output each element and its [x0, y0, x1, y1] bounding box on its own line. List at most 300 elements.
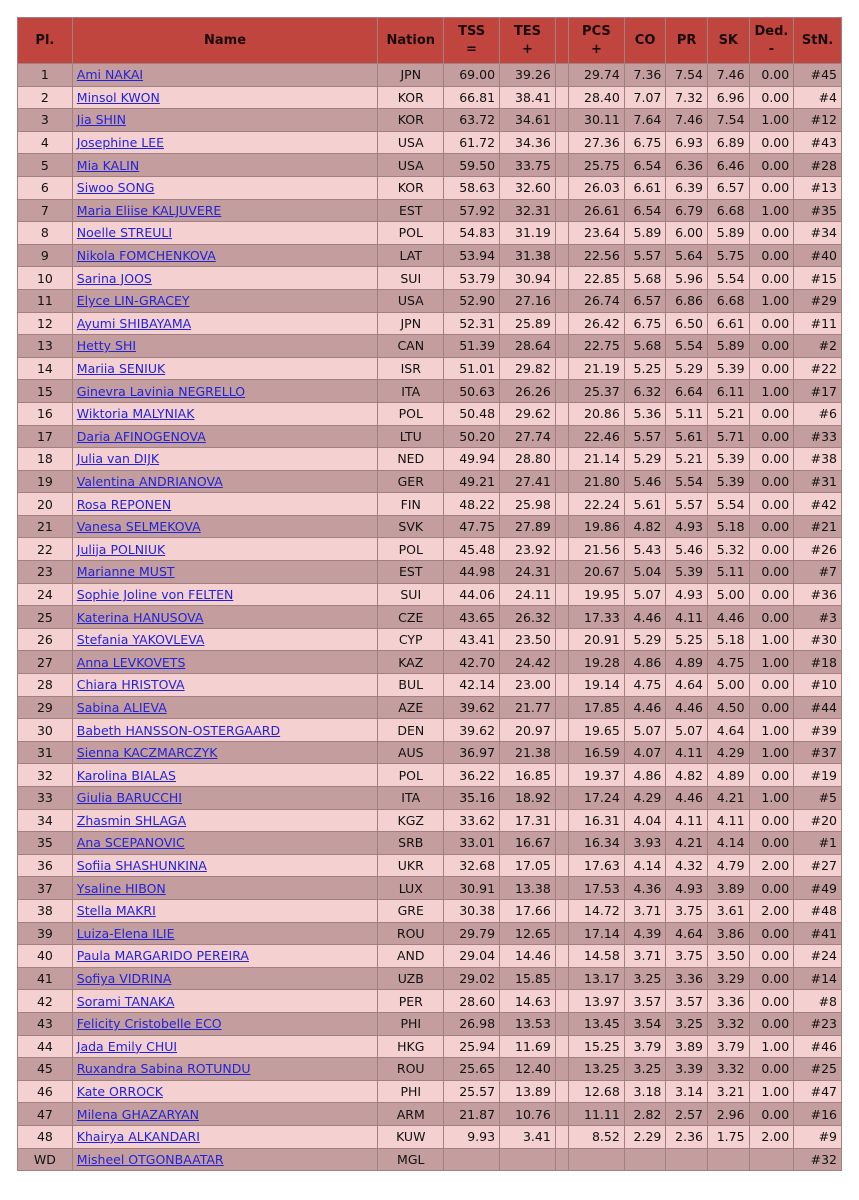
cell-place: 30: [18, 719, 72, 741]
skater-name-link[interactable]: Sofiia SHASHUNKINA: [76, 858, 207, 874]
cell-spacer: [556, 132, 568, 154]
cell-co: 6.75: [625, 313, 666, 335]
cell-pr: 5.46: [666, 538, 707, 560]
cell-ded: 0.00: [750, 1013, 794, 1035]
cell-spacer: [556, 245, 568, 267]
cell-ded: 1.00: [750, 719, 794, 741]
cell-tss: 58.63: [444, 177, 499, 199]
skater-name-link[interactable]: Ana SCEPANOVIC: [76, 835, 185, 851]
cell-co: 4.39: [625, 923, 666, 945]
cell-stn: #18: [794, 651, 841, 673]
cell-stn: #2: [794, 335, 841, 357]
cell-tes: 18.92: [500, 787, 555, 809]
cell-spacer: [556, 177, 568, 199]
skater-name-link[interactable]: Maria Eliise KALJUVERE: [76, 202, 222, 218]
skater-name-link[interactable]: Marianne MUST: [76, 564, 175, 580]
cell-name: [73, 1013, 378, 1035]
skater-name-link[interactable]: Anna LEVKOVETS: [76, 654, 186, 670]
cell-stn: #34: [794, 222, 841, 244]
cell-co: 5.57: [625, 426, 666, 448]
cell-tss: 50.20: [444, 426, 499, 448]
cell-tes: 31.19: [500, 222, 555, 244]
header-sk: SK: [708, 18, 749, 63]
cell-place: 3: [18, 109, 72, 131]
cell-co: 3.93: [625, 832, 666, 854]
cell-nation: ARM: [378, 1103, 443, 1125]
cell-tes: 24.31: [500, 561, 555, 583]
cell-pr: 6.39: [666, 177, 707, 199]
cell-nation: AUS: [378, 742, 443, 764]
cell-tss: 48.22: [444, 493, 499, 515]
skater-name-link[interactable]: Noelle STREULI: [76, 225, 173, 241]
skater-name-link[interactable]: Ginevra Lavinia NEGRELLO: [76, 383, 246, 399]
cell-spacer: [556, 764, 568, 786]
cell-stn: #49: [794, 877, 841, 899]
cell-pcs: 21.80: [569, 471, 624, 493]
cell-nation: USA: [378, 290, 443, 312]
table-row: [18, 900, 841, 922]
cell-tss: 35.16: [444, 787, 499, 809]
skater-name-link[interactable]: Milena GHAZARYAN: [76, 1106, 199, 1122]
cell-stn: #22: [794, 358, 841, 380]
skater-name-link[interactable]: Jia SHIN: [76, 112, 126, 128]
skater-name-link[interactable]: Sophie Joline von FELTEN: [76, 586, 234, 602]
table-row: [18, 1058, 841, 1080]
cell-stn: #45: [794, 64, 841, 86]
cell-ded: 1.00: [750, 380, 794, 402]
skater-name-link[interactable]: Sofiya VIDRINA: [76, 971, 172, 987]
cell-nation: POL: [378, 538, 443, 560]
cell-pr: 6.00: [666, 222, 707, 244]
cell-spacer: [556, 516, 568, 538]
skater-name-link[interactable]: Luiza-Elena ILIE: [76, 925, 175, 941]
skater-name-link[interactable]: Mariia SENIUK: [76, 361, 166, 377]
cell-stn: #35: [794, 200, 841, 222]
cell-co: 5.29: [625, 448, 666, 470]
cell-sk: 6.46: [708, 154, 749, 176]
cell-co: 7.07: [625, 87, 666, 109]
cell-spacer: [556, 335, 568, 357]
skater-name-link[interactable]: Valentina ANDRIANOVA: [76, 473, 223, 489]
cell-stn: #7: [794, 561, 841, 583]
cell-ded: 0.00: [750, 177, 794, 199]
cell-tes: 25.98: [500, 493, 555, 515]
cell-sk: 5.39: [708, 471, 749, 493]
cell-co: 2.82: [625, 1103, 666, 1125]
cell-stn: #36: [794, 584, 841, 606]
cell-pr: 6.36: [666, 154, 707, 176]
cell-place: 15: [18, 380, 72, 402]
cell-name: [73, 1081, 378, 1103]
cell-tss: 30.91: [444, 877, 499, 899]
cell-ded: 0.00: [750, 471, 794, 493]
cell-co: 3.54: [625, 1013, 666, 1035]
cell-name: [73, 1149, 378, 1171]
cell-spacer: [556, 313, 568, 335]
cell-spacer: [556, 674, 568, 696]
cell-tes: 13.38: [500, 877, 555, 899]
cell-ded: 0.00: [750, 584, 794, 606]
cell-tss: 32.68: [444, 855, 499, 877]
cell-tss: 29.04: [444, 945, 499, 967]
cell-pr: 3.57: [666, 990, 707, 1012]
cell-pr: 5.96: [666, 267, 707, 289]
skater-name-link[interactable]: Stella MAKRI: [76, 903, 156, 919]
cell-spacer: [556, 606, 568, 628]
cell-sk: 6.89: [708, 132, 749, 154]
skater-name-link[interactable]: Ruxandra Sabina ROTUNDU: [76, 1061, 251, 1077]
cell-tss: 44.06: [444, 584, 499, 606]
cell-pcs: 25.75: [569, 154, 624, 176]
cell-place: 12: [18, 313, 72, 335]
cell-tss: 33.62: [444, 810, 499, 832]
cell-nation: SUI: [378, 584, 443, 606]
cell-nation: PER: [378, 990, 443, 1012]
table-row: [18, 290, 841, 312]
cell-spacer: [556, 1081, 568, 1103]
skater-name-link[interactable]: Paula MARGARIDO PEREIRA: [76, 948, 249, 964]
cell-sk: 5.89: [708, 222, 749, 244]
table-row: [18, 358, 841, 380]
cell-pr: 4.46: [666, 697, 707, 719]
cell-name: [73, 629, 378, 651]
skater-name-link[interactable]: Misheel OTGONBAATAR: [76, 1151, 224, 1167]
cell-place: 9: [18, 245, 72, 267]
skater-name-link[interactable]: Sorami TANAKA: [76, 993, 175, 1009]
cell-sk: 5.54: [708, 493, 749, 515]
skater-name-link[interactable]: Wiktoria MALYNIAK: [76, 406, 195, 422]
table-row: [18, 1013, 841, 1035]
skater-name-link[interactable]: Julija POLNIUK: [76, 541, 166, 557]
table-row: [18, 313, 841, 335]
cell-nation: SUI: [378, 267, 443, 289]
table-row: [18, 1103, 841, 1125]
cell-ded: 0.00: [750, 516, 794, 538]
cell-place: 16: [18, 403, 72, 425]
cell-name: [73, 380, 378, 402]
cell-pr: 5.07: [666, 719, 707, 741]
table-row: [18, 538, 841, 560]
skater-name-link[interactable]: Daria AFINOGENOVA: [76, 428, 206, 444]
skater-name-link[interactable]: Stefania YAKOVLEVA: [76, 632, 205, 648]
cell-pcs: 22.24: [569, 493, 624, 515]
cell-co: 3.57: [625, 990, 666, 1012]
cell-sk: 7.46: [708, 64, 749, 86]
cell-place: WD: [18, 1149, 72, 1171]
cell-pr: 7.46: [666, 109, 707, 131]
cell-nation: POL: [378, 222, 443, 244]
cell-pr: 4.64: [666, 674, 707, 696]
cell-tss: 36.22: [444, 764, 499, 786]
cell-pcs: 13.97: [569, 990, 624, 1012]
cell-stn: #11: [794, 313, 841, 335]
cell-sk: 4.50: [708, 697, 749, 719]
cell-nation: NED: [378, 448, 443, 470]
header-row: [18, 18, 841, 63]
skater-name-link[interactable]: Katerina HANUSOVA: [76, 609, 204, 625]
cell-tes: 13.89: [500, 1081, 555, 1103]
table-row: [18, 87, 841, 109]
cell-nation: DEN: [378, 719, 443, 741]
cell-name: [73, 87, 378, 109]
skater-name-link[interactable]: Chiara HRISTOVA: [76, 677, 185, 693]
skater-name-link[interactable]: Giulia BARUCCHI: [76, 790, 182, 806]
cell-tes: [500, 1149, 555, 1171]
cell-sk: 4.29: [708, 742, 749, 764]
cell-sk: 5.11: [708, 561, 749, 583]
table-row: [18, 787, 841, 809]
cell-sk: 5.00: [708, 584, 749, 606]
cell-tes: 16.85: [500, 764, 555, 786]
cell-pcs: 20.86: [569, 403, 624, 425]
cell-tss: 25.65: [444, 1058, 499, 1080]
cell-tss: 57.92: [444, 200, 499, 222]
cell-sk: 5.00: [708, 674, 749, 696]
cell-name: [73, 109, 378, 131]
cell-nation: GER: [378, 471, 443, 493]
skater-name-link[interactable]: Khairya ALKANDARI: [76, 1129, 200, 1145]
skater-name-link[interactable]: Hetty SHI: [76, 338, 137, 354]
cell-spacer: [556, 493, 568, 515]
cell-place: 35: [18, 832, 72, 854]
skater-name-link[interactable]: Karolina BIALAS: [76, 767, 176, 783]
skater-name-link[interactable]: Sabina ALIEVA: [76, 699, 167, 715]
cell-pr: 4.46: [666, 787, 707, 809]
cell-spacer: [556, 651, 568, 673]
cell-pcs: 17.85: [569, 697, 624, 719]
cell-ded: 0.00: [750, 764, 794, 786]
cell-place: 21: [18, 516, 72, 538]
table-row: [18, 200, 841, 222]
cell-tes: 3.41: [500, 1126, 555, 1148]
cell-place: 1: [18, 64, 72, 86]
cell-nation: HKG: [378, 1036, 443, 1058]
cell-co: 5.07: [625, 584, 666, 606]
cell-name: [73, 177, 378, 199]
cell-sk: 1.75: [708, 1126, 749, 1148]
cell-pcs: 19.86: [569, 516, 624, 538]
cell-pcs: 14.58: [569, 945, 624, 967]
cell-co: 6.61: [625, 177, 666, 199]
cell-tes: 10.76: [500, 1103, 555, 1125]
skater-name-link[interactable]: Nikola FOMCHENKOVA: [76, 248, 216, 264]
cell-tss: 9.93: [444, 1126, 499, 1148]
cell-spacer: [556, 968, 568, 990]
table-row: [18, 335, 841, 357]
cell-nation: SVK: [378, 516, 443, 538]
cell-name: [73, 493, 378, 515]
table-row: [18, 1126, 841, 1148]
cell-spacer: [556, 855, 568, 877]
table-row: [18, 64, 841, 86]
skater-name-link[interactable]: Elyce LIN-GRACEY: [76, 293, 190, 309]
cell-pr: 6.79: [666, 200, 707, 222]
skater-name-link[interactable]: Minsol KWON: [76, 89, 160, 105]
cell-tes: 26.32: [500, 606, 555, 628]
cell-spacer: [556, 267, 568, 289]
cell-stn: #48: [794, 900, 841, 922]
cell-stn: #26: [794, 538, 841, 560]
cell-co: 6.32: [625, 380, 666, 402]
cell-tss: 49.21: [444, 471, 499, 493]
cell-pr: 6.50: [666, 313, 707, 335]
cell-tes: 21.77: [500, 697, 555, 719]
cell-nation: CZE: [378, 606, 443, 628]
cell-co: 6.57: [625, 290, 666, 312]
cell-sk: 4.46: [708, 606, 749, 628]
table-row: [18, 990, 841, 1012]
cell-nation: ROU: [378, 1058, 443, 1080]
cell-name: [73, 290, 378, 312]
cell-place: 7: [18, 200, 72, 222]
cell-tss: 43.41: [444, 629, 499, 651]
cell-place: 25: [18, 606, 72, 628]
cell-pr: 5.57: [666, 493, 707, 515]
cell-sk: 3.36: [708, 990, 749, 1012]
skater-name-link[interactable]: Rosa REPONEN: [76, 496, 172, 512]
cell-ded: 2.00: [750, 1126, 794, 1148]
cell-ded: 0.00: [750, 132, 794, 154]
skater-name-link[interactable]: Babeth HANSSON-OSTERGAARD: [76, 722, 281, 738]
cell-name: [73, 426, 378, 448]
cell-co: 4.75: [625, 674, 666, 696]
cell-ded: 0.00: [750, 697, 794, 719]
cell-nation: CYP: [378, 629, 443, 651]
table-row: [18, 1149, 841, 1171]
cell-spacer: [556, 584, 568, 606]
cell-pr: 2.57: [666, 1103, 707, 1125]
cell-name: [73, 1058, 378, 1080]
cell-stn: #16: [794, 1103, 841, 1125]
cell-tes: 25.89: [500, 313, 555, 335]
cell-stn: #27: [794, 855, 841, 877]
cell-sk: 5.39: [708, 448, 749, 470]
cell-spacer: [556, 448, 568, 470]
skater-name-link[interactable]: Ayumi SHIBAYAMA: [76, 315, 192, 331]
skater-name-link[interactable]: Felicity Cristobelle ECO: [76, 1016, 222, 1032]
cell-name: [73, 267, 378, 289]
skater-name-link[interactable]: Julia van DIJK: [76, 451, 160, 467]
header-tss: TSS =: [444, 18, 499, 63]
skater-name-link[interactable]: Siwoo SONG: [76, 180, 155, 196]
cell-tss: 43.65: [444, 606, 499, 628]
table-row: [18, 109, 841, 131]
cell-name: [73, 448, 378, 470]
cell-nation: EST: [378, 561, 443, 583]
cell-nation: LAT: [378, 245, 443, 267]
cell-name: [73, 900, 378, 922]
cell-nation: KAZ: [378, 651, 443, 673]
skater-name-link[interactable]: Jada Emily CHUI: [76, 1038, 178, 1054]
cell-pcs: 21.19: [569, 358, 624, 380]
cell-tss: 44.98: [444, 561, 499, 583]
cell-co: 4.29: [625, 787, 666, 809]
skater-name-link[interactable]: Sarina JOOS: [76, 270, 152, 286]
cell-nation: GRE: [378, 900, 443, 922]
cell-name: [73, 832, 378, 854]
cell-place: 32: [18, 764, 72, 786]
cell-place: 26: [18, 629, 72, 651]
skater-name-link[interactable]: Ysaline HIBON: [76, 880, 166, 896]
cell-place: 42: [18, 990, 72, 1012]
cell-co: 5.89: [625, 222, 666, 244]
skater-name-link[interactable]: Josephine LEE: [76, 135, 164, 151]
table-row: [18, 380, 841, 402]
table-row: [18, 742, 841, 764]
cell-spacer: [556, 990, 568, 1012]
cell-pcs: 17.53: [569, 877, 624, 899]
cell-nation: ISR: [378, 358, 443, 380]
cell-co: 5.29: [625, 629, 666, 651]
cell-tes: 21.38: [500, 742, 555, 764]
cell-ded: 0.00: [750, 561, 794, 583]
cell-co: 3.79: [625, 1036, 666, 1058]
cell-tes: 27.41: [500, 471, 555, 493]
cell-co: 5.46: [625, 471, 666, 493]
cell-spacer: [556, 810, 568, 832]
cell-pr: 3.75: [666, 900, 707, 922]
skater-name-link[interactable]: Vanesa SELMEKOVA: [76, 519, 201, 535]
cell-name: [73, 697, 378, 719]
skater-name-link[interactable]: Ami NAKAI: [76, 67, 144, 83]
cell-place: 47: [18, 1103, 72, 1125]
cell-pr: 6.93: [666, 132, 707, 154]
cell-place: 20: [18, 493, 72, 515]
cell-place: 41: [18, 968, 72, 990]
cell-place: 8: [18, 222, 72, 244]
cell-co: 6.54: [625, 200, 666, 222]
cell-name: [73, 516, 378, 538]
cell-pr: 5.61: [666, 426, 707, 448]
cell-ded: 1.00: [750, 1081, 794, 1103]
cell-nation: ROU: [378, 923, 443, 945]
cell-nation: FIN: [378, 493, 443, 515]
cell-pr: 6.86: [666, 290, 707, 312]
cell-place: 22: [18, 538, 72, 560]
cell-pcs: 11.11: [569, 1103, 624, 1125]
cell-sk: 6.61: [708, 313, 749, 335]
cell-place: 19: [18, 471, 72, 493]
cell-tes: 11.69: [500, 1036, 555, 1058]
cell-sk: 4.64: [708, 719, 749, 741]
skater-name-link[interactable]: Zhasmin SHLAGA: [76, 812, 187, 828]
table-row: [18, 448, 841, 470]
header-pcs: PCS +: [569, 18, 624, 63]
cell-sk: 3.21: [708, 1081, 749, 1103]
cell-tes: 14.63: [500, 990, 555, 1012]
cell-spacer: [556, 787, 568, 809]
cell-nation: LTU: [378, 426, 443, 448]
cell-pcs: 28.40: [569, 87, 624, 109]
cell-tss: 30.38: [444, 900, 499, 922]
cell-name: [73, 1036, 378, 1058]
skater-name-link[interactable]: Kate ORROCK: [76, 1084, 163, 1100]
skater-name-link[interactable]: Sienna KACZMARCZYK: [76, 745, 218, 761]
cell-pr: 3.89: [666, 1036, 707, 1058]
cell-tes: 17.31: [500, 810, 555, 832]
cell-place: 17: [18, 426, 72, 448]
cell-ded: 0.00: [750, 154, 794, 176]
cell-sk: 5.21: [708, 403, 749, 425]
cell-sk: 5.18: [708, 629, 749, 651]
cell-tss: 53.79: [444, 267, 499, 289]
cell-tss: 25.57: [444, 1081, 499, 1103]
cell-stn: #19: [794, 764, 841, 786]
cell-name: [73, 990, 378, 1012]
skater-name-link[interactable]: Mia KALIN: [76, 157, 140, 173]
cell-co: 5.68: [625, 335, 666, 357]
cell-pcs: 19.14: [569, 674, 624, 696]
